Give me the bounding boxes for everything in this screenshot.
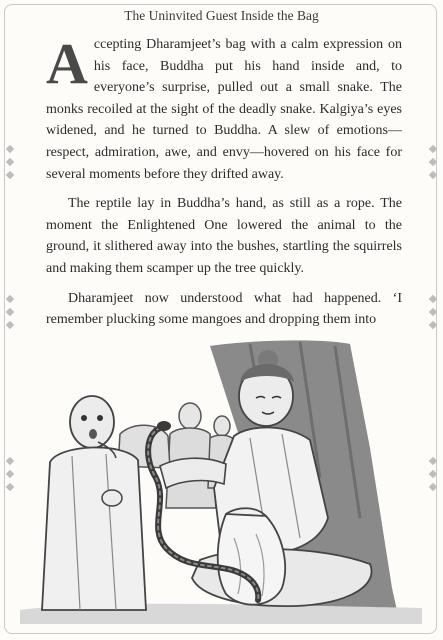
paragraph-1 — [46, 31, 402, 185]
left-ornament-top — [6, 146, 14, 180]
paragraph-3: Dharamjeet now understood what had happened. ‘I remember plucking some mangoes and dropping them into — [46, 290, 402, 328]
drop-cap: A — [46, 31, 88, 96]
left-ornament-bottom — [6, 458, 14, 492]
paragraph-2: The reptile lay in Buddha’s hand, as still as a rope. The moment the Enlightened One lowered the animal to the ground, it slithered away into the bushes, startling the squirrels and making them scamper up the tree quickly. — [46, 196, 402, 276]
left-ornament-middle — [6, 296, 14, 330]
right-ornament-top — [429, 146, 437, 180]
story-illustration — [20, 338, 422, 624]
paragraph-1-text: ccepting Dharamjeet’s bag with a calm expression on his face, Buddha put his hand inside and, to everyone’s surprise, pulled out a small snake. The monks recoiled at the sight of the deadly snake. Kalgiya’s eyes widened, and he turned to Buddha. A slew of emotions—respect, admiration, awe, and envy—hovered on his face for several moments before they drifted away. — [46, 37, 402, 182]
right-ornament-middle — [429, 296, 437, 330]
right-ornament-bottom — [429, 458, 437, 492]
running-header: The Uninvited Guest Inside the Bag — [124, 8, 319, 23]
body-text — [46, 31, 402, 339]
